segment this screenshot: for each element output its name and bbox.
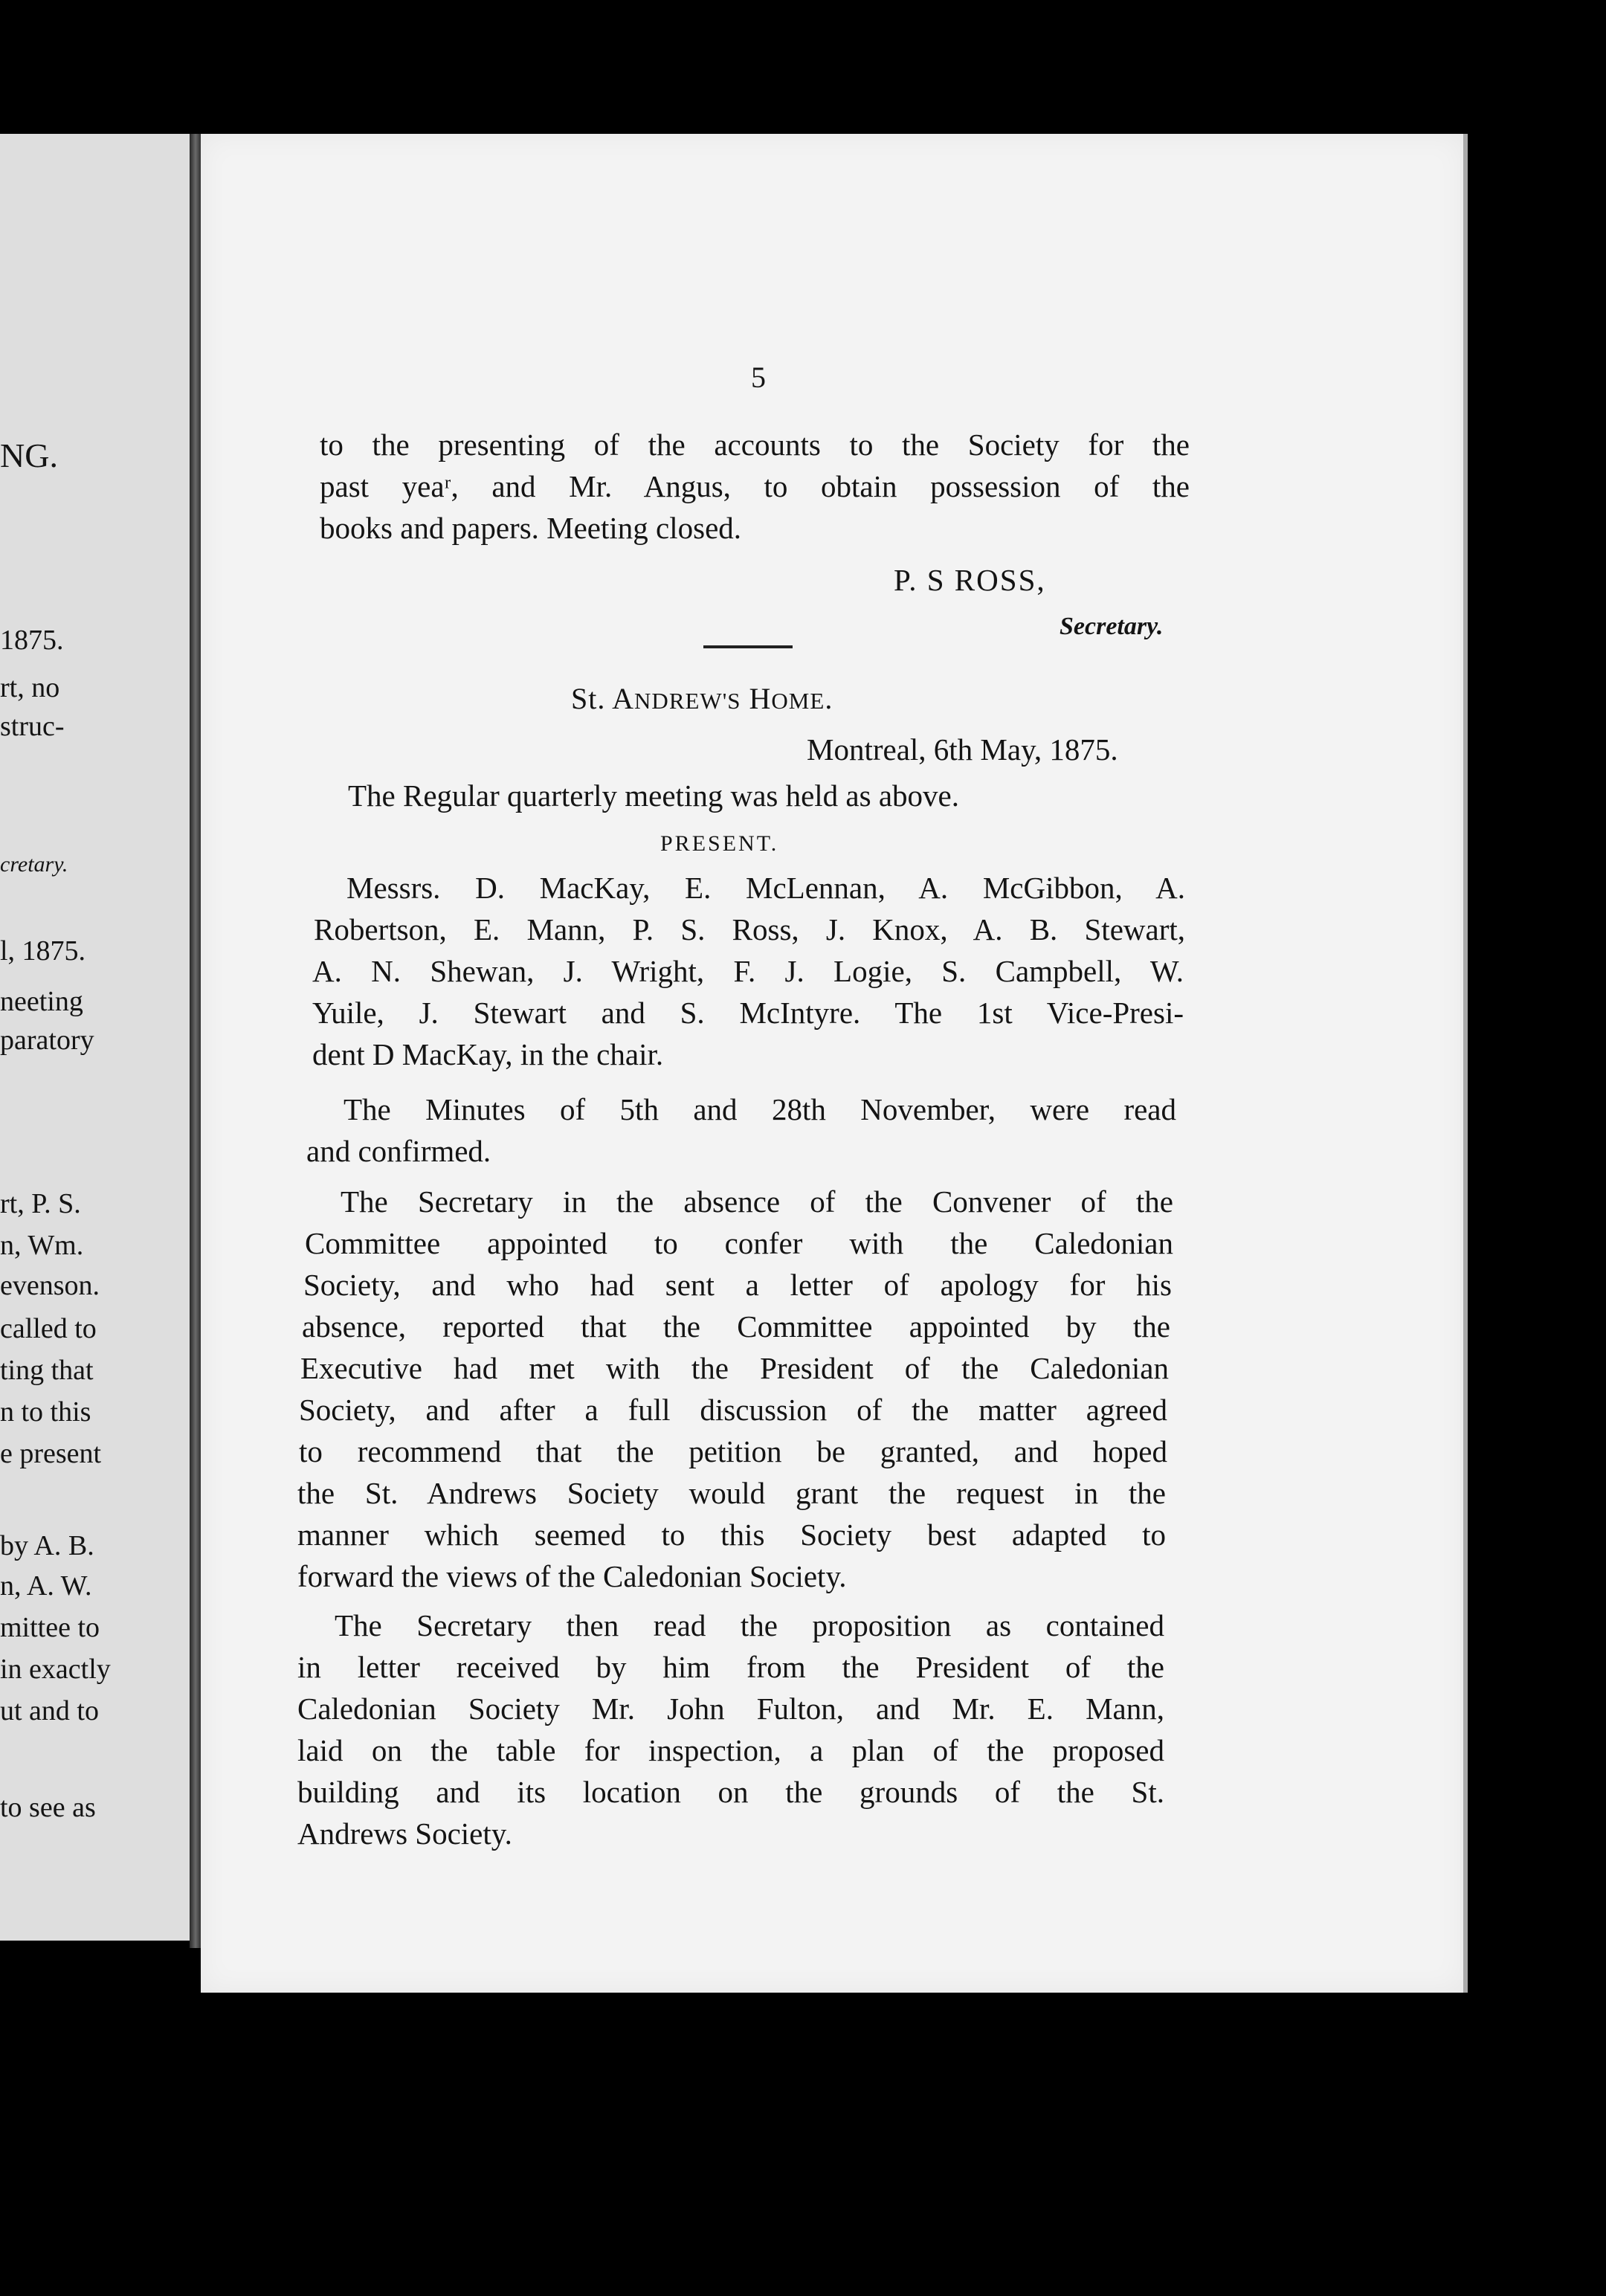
text-line: Society, and who had sent a letter of apology for his bbox=[303, 1268, 1172, 1302]
left-fragment: mittee to bbox=[0, 1612, 100, 1643]
left-fragment: to see as bbox=[0, 1792, 96, 1823]
page-number: 5 bbox=[751, 361, 766, 394]
left-fragment: n to this bbox=[0, 1396, 91, 1428]
signature-name: P. S ROSS, bbox=[894, 563, 1046, 597]
book-page bbox=[201, 134, 1465, 1993]
text-line: in letter received by him from the President of the bbox=[297, 1650, 1164, 1684]
intro-text: The Regular quarterly meeting was held as above. bbox=[348, 778, 959, 813]
text-line: The Secretary in the absence of the Convener of the bbox=[341, 1184, 1173, 1219]
book-gutter bbox=[190, 134, 201, 1948]
text-line: forward the views of the Caledonian Society. bbox=[297, 1559, 847, 1593]
left-fragment: 1875. bbox=[0, 625, 64, 656]
text-line: The Minutes of 5th and 28th November, were read bbox=[344, 1092, 1176, 1126]
text-line: Committee appointed to confer with the Caledonian bbox=[305, 1226, 1173, 1260]
facing-page-fragment bbox=[0, 134, 195, 1941]
text-line: absence, reported that the Committee appointed by the bbox=[302, 1309, 1170, 1344]
left-fragment: evenson. bbox=[0, 1270, 100, 1301]
dateline: Montreal, 6th May, 1875. bbox=[807, 732, 1118, 767]
left-fragment: by A. B. bbox=[0, 1530, 94, 1561]
text-line: building and its location on the grounds of the St. bbox=[297, 1775, 1164, 1809]
text-line: Executive had met with the President of the Caledonian bbox=[300, 1351, 1169, 1385]
text-line: Society, and after a full discussion of the matter agreed bbox=[299, 1393, 1167, 1427]
text-line: manner which seemed to this Society best adapted to bbox=[297, 1518, 1166, 1552]
left-fragment: paratory bbox=[0, 1025, 94, 1056]
left-fragment: neeting bbox=[0, 986, 83, 1017]
text-line: the St. Andrews Society would grant the request in the bbox=[297, 1476, 1166, 1510]
text-line: dent D MacKay, in the chair. bbox=[312, 1037, 664, 1071]
left-fragment: in exactly bbox=[0, 1654, 111, 1685]
left-fragment: n, A. W. bbox=[0, 1570, 92, 1602]
text-line: The Secretary then read the proposition as contained bbox=[335, 1608, 1164, 1642]
text-line: Messrs. D. MacKay, E. McLennan, A. McGibbon, A. bbox=[346, 871, 1185, 905]
text-line: to the presenting of the accounts to the Society for the bbox=[320, 428, 1190, 462]
left-fragment: e present bbox=[0, 1438, 102, 1469]
left-fragment: struc- bbox=[0, 711, 65, 742]
text-line: books and papers. Meeting closed. bbox=[320, 511, 742, 545]
text-line: laid on the table for inspection, a plan of the proposed bbox=[297, 1733, 1164, 1767]
signature-title: Secretary. bbox=[1060, 613, 1164, 640]
left-fragment: n, Wm. bbox=[0, 1230, 84, 1261]
left-fragment: NG. bbox=[0, 436, 58, 474]
section-rule bbox=[703, 645, 793, 648]
present-label: PRESENT. bbox=[660, 831, 779, 856]
left-fragment: rt, P. S. bbox=[0, 1188, 81, 1219]
left-fragment: called to bbox=[0, 1313, 97, 1344]
left-fragment: l, 1875. bbox=[0, 935, 86, 967]
left-fragment: ut and to bbox=[0, 1695, 99, 1726]
text-line: A. N. Shewan, J. Wright, F. J. Logie, S. Campbell, W. bbox=[312, 954, 1184, 988]
section-heading: St. ANDREW'S HOME. bbox=[571, 682, 833, 715]
text-line: Yuile, J. Stewart and S. McIntyre. The 1st Vice-Presi- bbox=[312, 996, 1184, 1030]
left-fragment: cretary. bbox=[0, 852, 68, 877]
text-line: and confirmed. bbox=[306, 1134, 491, 1168]
left-fragment: rt, no bbox=[0, 672, 60, 703]
text-line: to recommend that the petition be granted, and hoped bbox=[299, 1434, 1167, 1468]
text-line: Caledonian Society Mr. John Fulton, and Mr. E. Mann, bbox=[297, 1692, 1164, 1726]
text-line: past yeaʳ, and Mr. Angus, to obtain possession of the bbox=[320, 469, 1190, 503]
page-edge bbox=[1463, 134, 1468, 1993]
left-fragment: ting that bbox=[0, 1355, 94, 1386]
text-line: Robertson, E. Mann, P. S. Ross, J. Knox, A. B. Stewart, bbox=[314, 912, 1185, 947]
text-line: Andrews Society. bbox=[297, 1816, 512, 1851]
